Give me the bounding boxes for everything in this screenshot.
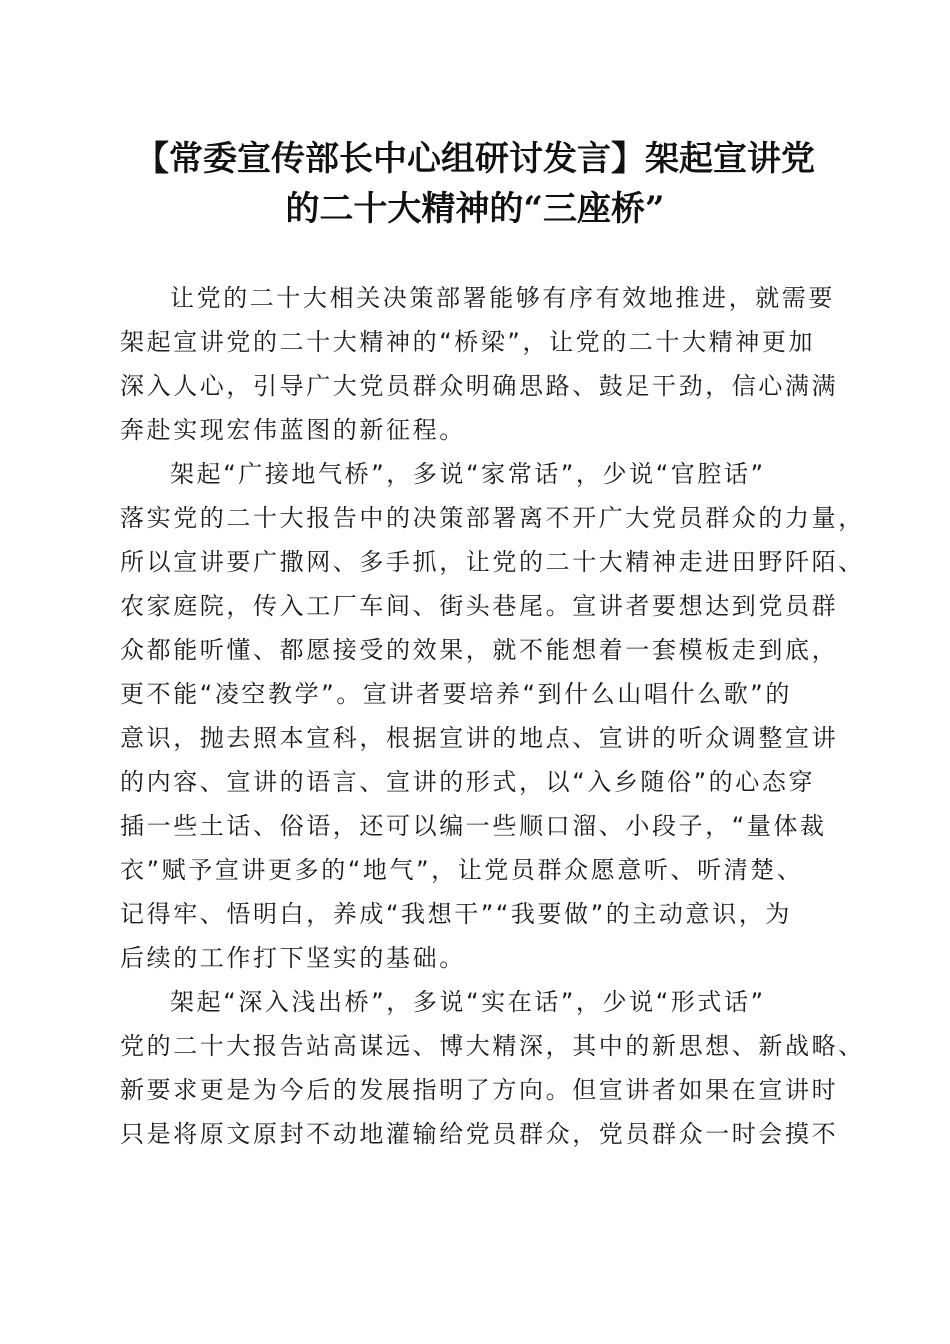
body-text-line: 只是将原文原封不动地灌输给党员群众，党员群众一时会摸不 [120,1120,839,1148]
body-text-line: 落实党的二十大报告中的决策部署离不开广大党员群众的力量， [120,504,865,532]
body-text-line: 奔赴实现宏伟蓝图的新征程。 [120,416,466,444]
body-text-line: 更不能“凌空教学”。宣讲者要培养“到什么山唱什么歌”的 [120,680,792,708]
body-text-line: 新要求更是为今后的发展指明了方向。但宣讲者如果在宣讲时 [120,1076,839,1104]
body-text-line: 架起“深入浅出桥”，多说“实在话”，少说“形式话” [170,988,766,1016]
body-text-line: 农家庭院，传入工厂车间、街头巷尾。宣讲者要想达到党员群 [120,592,839,620]
body-text-line: 所以宣讲要广撒网、多手抓，让党的二十大精神走进田野阡陌、 [120,548,865,576]
body-text-line: 众都能听懂、都愿接受的效果，就不能想着一套模板走到底， [120,636,839,664]
body-text-line: 架起“广接地气桥”，多说“家常话”，少说“官腔话” [170,460,766,488]
document-body [120,276,865,1156]
body-text-line: 插一些土话、俗语，还可以编一些顺口溜、小段子，“量体裁 [120,812,827,840]
body-text-line: 让党的二十大相关决策部署能够有序有效地推进，就需要 [170,284,835,312]
body-text-line: 的内容、宣讲的语言、宣讲的形式，以“入乡随俗”的心态穿 [120,768,816,796]
body-text-line: 后续的工作打下坚实的基础。 [120,944,466,972]
document-title [100,134,850,234]
body-text-line: 记得牢、悟明白，养成“我想干”“我要做”的主动意识，为 [120,900,792,928]
body-text-line: 架起宣讲党的二十大精神的“桥梁”，让党的二十大精神更加 [120,328,816,356]
body-text-line: 党的二十大报告站高谋远、博大精深，其中的新思想、新战略、 [120,1032,865,1060]
body-text-line: 衣”赋予宣讲更多的“地气”，让党员群众愿意听、听清楚、 [120,856,804,884]
title-line: 的二十大精神的“三座桥” [285,189,665,229]
body-text-line: 深入人心，引导广大党员群众明确思路、鼓足干劲，信心满满 [120,372,839,400]
title-line: 【常委宣传部长中心组研讨发言】架起宣讲党 [135,139,815,179]
body-text-line: 意识，抛去照本宣科，根据宣讲的地点、宣讲的听众调整宣讲 [120,724,839,752]
